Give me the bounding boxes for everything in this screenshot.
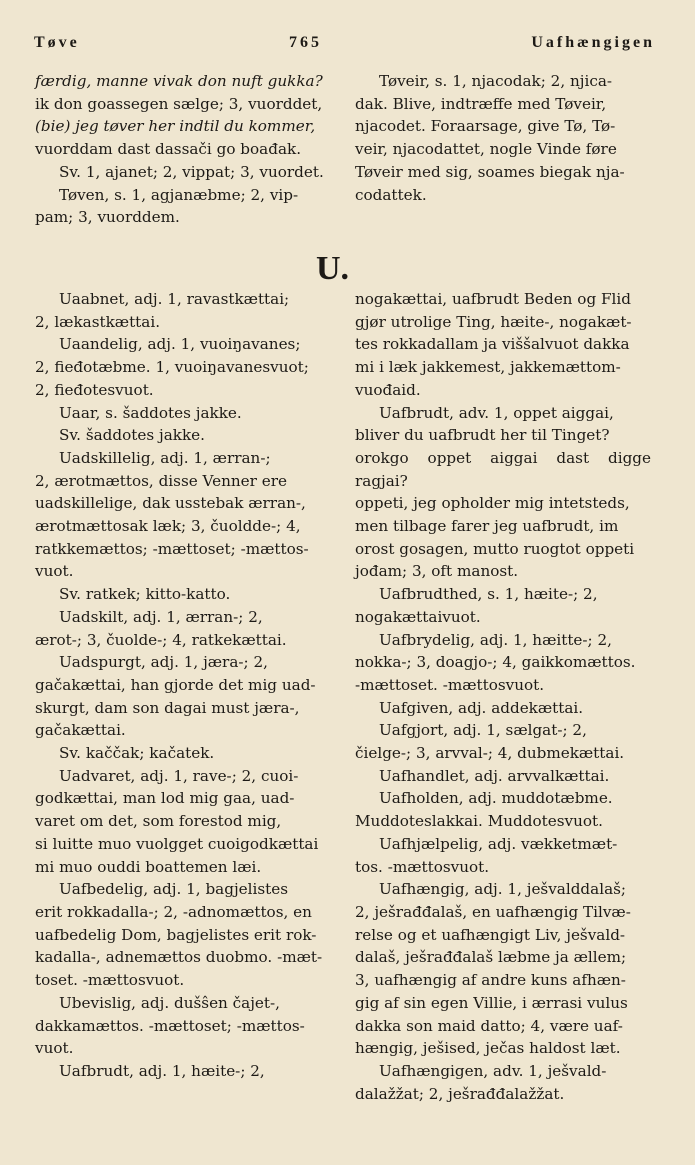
entry-line: jođam; 3, oft manost. <box>355 562 519 581</box>
entry-line: Uafgjort, adj. 1, sælgat-; 2, <box>379 721 587 740</box>
entry-line: 3, uafhængig af andre kuns afhæn- <box>355 971 626 990</box>
entry-line: ærotmættosak læk; 3, čuoldde-; 4, <box>35 517 301 536</box>
text-line: vuorddam dast dassači go boađak. <box>35 140 302 159</box>
entry-line: toset. -mættosvuot. <box>35 971 185 990</box>
text-line: Sv. 1, ajanet; 2, vippat; 3, vuordet. <box>59 162 324 181</box>
entry-line: Ubevislig, adj. dušŝen čajet-, <box>59 993 280 1012</box>
top-left-column <box>35 70 333 229</box>
entry-line: nogakættaivuot. <box>355 607 481 626</box>
text-line: Tøven, s. 1, agjanæbme; 2, vip- <box>59 185 299 204</box>
entry-line: bliver du uafbrudt her til Tinget? <box>355 426 610 445</box>
entry-line: Uafhængigen, adv. 1, ješvald- <box>379 1061 607 1080</box>
entry-line: Uaandelig, adj. 1, vuoiŋavanes; <box>59 335 301 354</box>
entry-line: ærot-; 3, čuolde-; 4, ratkekættai. <box>35 630 287 649</box>
header-right-word: Uafhængigen <box>531 34 655 51</box>
entry-line: Uafbedelig, adj. 1, bagjelistes <box>59 880 289 899</box>
entry-line: Sv. ratkek; kitto-katto. <box>59 585 231 604</box>
entry-line: gačakættai, han gjorde det mig uad- <box>35 675 316 694</box>
entry-line: Uafhandlet, adj. arvvalkættai. <box>379 766 610 785</box>
text-line: ik don goassegen sælge; 3, vuorddet, <box>35 94 323 113</box>
entry-line: Uafbrudt, adv. 1, oppet aiggai, <box>379 403 614 422</box>
entry-line: Uafholden, adj. muddotæbme. <box>379 789 613 808</box>
entry-line: Uadspurgt, adj. 1, jæra-; 2, <box>59 653 268 672</box>
entry-line: mi muo ouddi boattemen læi. <box>35 857 262 876</box>
entry-line: hængig, ješised, ječas haldost læt. <box>355 1039 621 1058</box>
text-line: færdig, manne vivak don nuft gukka? <box>35 72 323 90</box>
entry-line: Uafbrudthed, s. 1, hæite-; 2, <box>379 585 598 604</box>
entry-line: kadalla-, adnemættos duobmo. -mæt- <box>35 948 323 967</box>
entry-line: varet om det, som forestod mig, <box>35 812 282 831</box>
entry-line: čielge-; 3, arvval-; 4, dubmekættai. <box>355 744 625 763</box>
entry-line: gjør utrolige Ting, hæite-, nogakæt- <box>355 312 632 331</box>
entry-line: Sv. šaddotes jakke. <box>59 426 205 445</box>
left-column <box>35 288 333 1083</box>
entry-line: nokka-; 3, doagjo-; 4, gaikkomættos. <box>355 653 636 672</box>
entry-line: 2, ærotmættos, disse Venner ere <box>35 471 287 490</box>
entry-line: dalaš, ješrađđalaš læbme ja ællem; <box>355 948 627 967</box>
entry-line: nogakættai, uafbrudt Beden og Flid <box>355 290 631 308</box>
entry-line: Uafhjælpelig, adj. vækketmæt- <box>379 834 618 853</box>
entry-line: uafbedelig Dom, bagjelistes erit rok- <box>35 925 317 944</box>
entry-line: oppeti, jeg opholder mig intetsteds, <box>355 494 630 513</box>
entry-line: gačakættai. <box>35 721 126 740</box>
entry-line: skurgt, dam son dagai must jæra-, <box>35 698 300 717</box>
entry-line: si luitte muo vuolgget cuoigodkættai <box>35 834 319 853</box>
entry-line: men tilbage farer jeg uafbrudt, im <box>355 517 619 536</box>
entry-line: godkættai, man lod mig gaa, uad- <box>35 789 295 808</box>
entry-line: gig af sin egen Villie, i ærrasi vulus <box>355 993 628 1012</box>
entry-line: vuot. <box>35 1039 74 1058</box>
entry-line: -mættoset. -mættosvuot. <box>355 675 545 694</box>
entry-line: ratkkemættos; -mættoset; -mættos- <box>35 539 309 558</box>
entry-line: tes rokkadallam ja viššalvuot dakka <box>355 335 630 354</box>
entry-line: vuođaid. <box>355 380 421 399</box>
right-column <box>355 288 651 1105</box>
section-letter: U. <box>316 250 350 287</box>
text-line: njacodet. Foraarsage, give Tø, Tø- <box>355 117 616 136</box>
text-line: Tøveir med sig, soames biegak nja- <box>355 162 625 181</box>
entry-line: Uafhængig, adj. 1, ješvalddalaš; <box>379 880 627 899</box>
top-right-column <box>355 70 651 206</box>
entry-line: dalažžat; 2, ješrađđalažžat. <box>355 1084 565 1103</box>
entry-line: 2, ješrađđalaš, en uafhængig Tilvæ- <box>355 902 631 921</box>
entry-line: uadskillelige, dak usstebak ærran-, <box>35 494 306 513</box>
entry-line: Uaabnet, adj. 1, ravastkættai; <box>59 290 290 308</box>
entry-line: Sv. kaččak; kačatek. <box>59 744 215 763</box>
entry-line: dakka son maid datto; 4, være uaf- <box>355 1016 623 1035</box>
text-line: Tøveir, s. 1, njacodak; 2, njica- <box>379 72 613 90</box>
text-line: (bie) jeg tøver her indtil du kommer, <box>35 117 316 136</box>
page-number: 765 <box>289 34 323 51</box>
entry-line: 2, lækastkættai. <box>35 312 161 331</box>
page-header <box>34 34 655 58</box>
entry-line: 2, fieđotæbme. 1, vuoiŋavanesvuot; <box>35 358 309 377</box>
entry-line: Uadskillelig, adj. 1, ærran-; <box>59 448 271 467</box>
header-left-word: Tøve <box>34 34 80 51</box>
entry-line: Uaar, s. šaddotes jakke. <box>59 403 242 422</box>
entry-line: orokgo oppet aiggai dast digge ragjai? <box>355 448 651 490</box>
entry-line: relse og et uafhængigt Liv, ješvald- <box>355 925 626 944</box>
entry-line: dakkamættos. -mættoset; -mættos- <box>35 1016 305 1035</box>
entry-line: tos. -mættosvuot. <box>355 857 490 876</box>
entry-line: Uafbrydelig, adj. 1, hæitte-; 2, <box>379 630 612 649</box>
entry-line: Uafbrudt, adj. 1, hæite-; 2, <box>59 1061 265 1080</box>
entry-line: 2, fieđotesvuot. <box>35 380 154 399</box>
entry-line: orost gosagen, mutto ruogtot oppeti <box>355 539 635 558</box>
entry-line: Uadvaret, adj. 1, rave-; 2, cuoi- <box>59 766 299 785</box>
text-line: pam; 3, vuorddem. <box>35 208 180 227</box>
entry-line: Muddoteslakkai. Muddotesvuot. <box>355 812 603 831</box>
entry-line: vuot. <box>35 562 74 581</box>
entry-line: erit rokkadalla-; 2, -adnomættos, en <box>35 902 312 921</box>
text-line: codattek. <box>355 185 427 204</box>
text-line: veir, njacodattet, nogle Vinde føre <box>355 140 617 159</box>
entry-line: Uadskilt, adj. 1, ærran-; 2, <box>59 607 263 626</box>
entry-line: mi i læk jakkemest, jakkemættom- <box>355 358 621 377</box>
text-line: dak. Blive, indtræffe med Tøveir, <box>355 94 607 113</box>
entry-line: Uafgiven, adj. addekættai. <box>379 698 584 717</box>
